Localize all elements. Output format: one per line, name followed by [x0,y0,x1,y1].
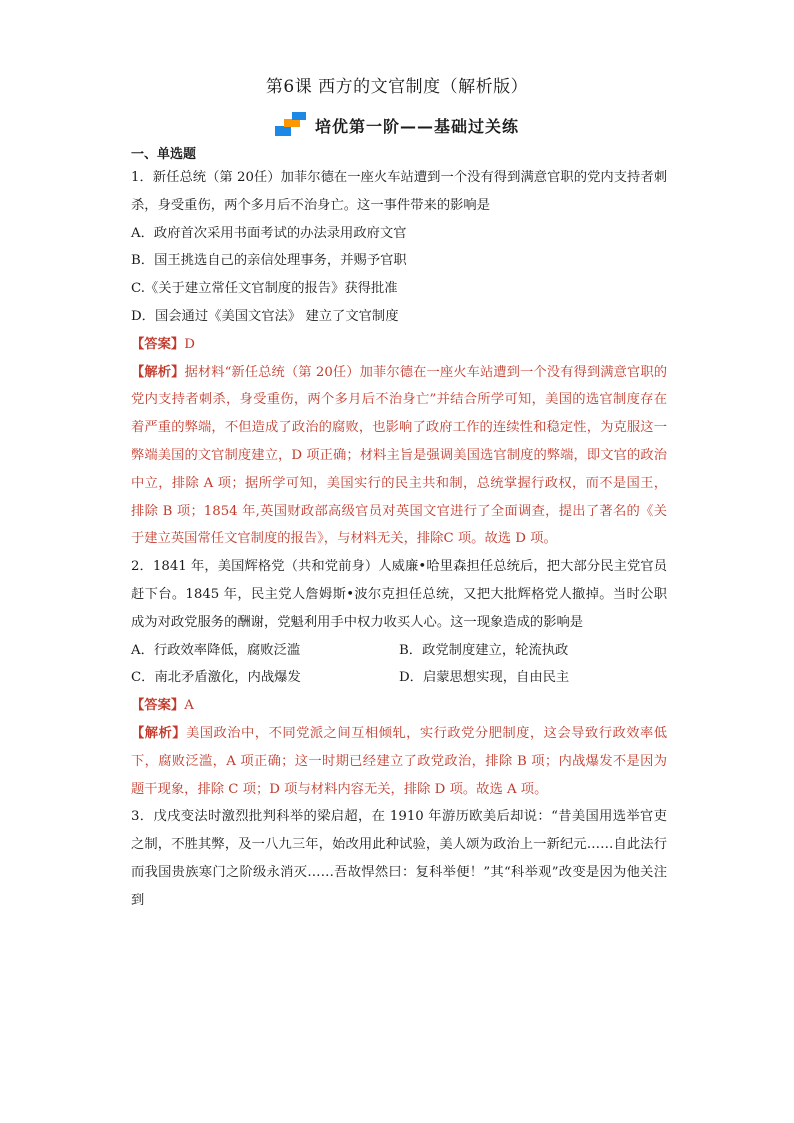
analysis-tag: 【解析】 [131,364,185,380]
option-b: B．国王挑选自己的亲信处理事务，并赐予官职 [131,253,407,269]
option-d: D．启蒙思想实现，自由民主 [399,670,570,686]
answer-tag: 【答案】 [131,698,185,714]
option-c: C.《关于建立常任文官制度的报告》获得批准 [131,281,398,297]
section-banner [0,112,794,138]
question-stem: 2．1841 年，美国辉格党（共和党前身）人威廉•哈里森担任总统后，把大部分民主党官员赶下台。1845 年，民主党人詹姆斯•波尔克担任总统，又把大批辉格党人撤掉。当时公职成为对政党服务的酬谢，党魁利用手中权力收买人心。这一现象造成的影响是 [131,559,667,630]
document-title: 第6课 西方的文官制度（解析版） [265,77,529,97]
answer-line [131,331,667,359]
analysis-paragraph [131,359,667,554]
analysis-text: 据材料“新任总统（第 20任）加菲尔德在一座火车站遭到一个没有得到满意官职的党内支持者刺杀，身受重伤，两个多月后不治身亡”并结合所学可知，美国的选官制度存在着严重的弊端，不但造成了政治的腐败，也影响了政府工作的连续性和稳定性，为克服这一弊端美国的文官制度建立，D 项正确；材料主旨是强调美国选官制度的弊端，即文官的政治中立，排除 A 项；据所学可知，美国实行的民主共和制，总统掌握行政权，而不是国王，排除 B 项；1854 年,英国财政部高级官员对英国文官进行了全面调查，提出了著名的《关于建立英国常任文官制度的报告》，与材料无关，排除C 项。故选 D 项。 [131,364,667,547]
analysis-paragraph [131,720,667,803]
question-1 [131,164,667,553]
option-b: B．政党制度建立，轮流执政 [399,642,569,658]
analysis-text: 美国政治中，不同党派之间互相倾轧，实行政党分肥制度，这会导致行政效率低下，腐败泛滥，A 项正确；这一时期已经建立了政党政治，排除 B 项；内战爆发不是因为题干现象，排除 C 项；D 项与材料内容无关，排除 D 项。故选 A 项。 [131,725,668,797]
stairs-icon [275,112,309,138]
question-2 [131,553,667,803]
option-c: C．南北矛盾激化，内战爆发 [131,670,301,686]
answer-value: A [184,698,194,714]
analysis-tag: 【解析】 [131,725,187,741]
banner-title: 培优第一阶——基础过关练 [314,116,519,136]
option-d: D．国会通过《美国文官法》 建立了文官制度 [131,308,399,324]
question-stem: 3．戊戌变法时激烈批判科举的梁启超，在 1910 年游历欧美后却说：“昔美国用选举官吏之制，不胜其弊，及一八九三年，始改用此种试验，美人颂为政治上一新纪元……自此法行而我国贵族寒门之阶级永消灭……吾故悍然曰：复科举便！”其“科举观”改变是因为他关注到 [131,809,667,908]
question-3 [131,803,667,914]
answer-value: D [184,336,195,352]
question-stem: 1．新任总统（第 20任）加菲尔德在一座火车站遭到一个没有得到满意官职的党内支持者刺杀，身受重伤，两个多月后不治身亡。这一事件带来的影响是 [131,170,667,213]
answer-tag: 【答案】 [131,336,185,352]
option-a: A．行政效率降低，腐败泛滥 [131,642,301,658]
document-body [131,146,667,915]
option-a: A．政府首次采用书面考试的办法录用政府文官 [131,225,407,241]
section-heading: 一、单选题 [131,147,197,162]
answer-line [131,692,667,720]
option-row [131,637,667,665]
option-row [131,664,667,692]
